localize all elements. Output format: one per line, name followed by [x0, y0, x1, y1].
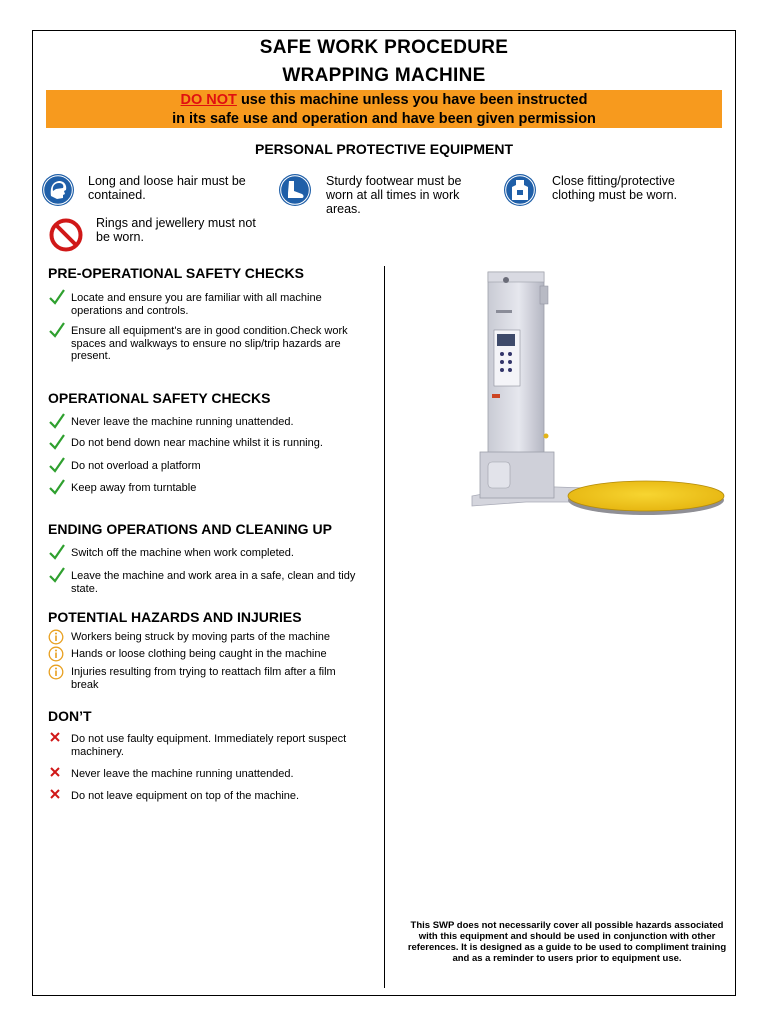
- protective-clothing-icon: [503, 173, 537, 207]
- hair-protection-icon: [41, 173, 75, 207]
- ppe-footwear-text: Sturdy footwear must be worn at all times in work areas.: [326, 174, 462, 216]
- cross-icon: [49, 730, 67, 748]
- warning-banner: [46, 90, 722, 128]
- document-title: SAFE WORK PROCEDURE: [259, 37, 509, 58]
- list-item-text: Do not leave equipment on top of the machine.: [71, 790, 300, 802]
- list-item-text: Do not overload a platform: [71, 460, 201, 472]
- pre-operational-heading: PRE-OPERATIONAL SAFETY CHECKS: [48, 265, 304, 281]
- list-item-text: Do not bend down near machine whilst it is running.: [71, 437, 323, 449]
- list-item-text: Locate and ensure you are familiar with all machine operations and controls.: [71, 292, 322, 317]
- ppe-jewellery-text: Rings and jewellery must not be worn.: [96, 216, 256, 244]
- warning-line-2: in its safe use and operation and have been given permission: [172, 110, 596, 127]
- list-item-text: Injuries resulting from trying to reattach film after a film break: [71, 666, 336, 691]
- checkmark-icon: [48, 543, 66, 561]
- info-icon: [48, 664, 66, 682]
- checkmark-icon: [48, 288, 66, 306]
- checkmark-icon: [48, 456, 66, 474]
- dont-heading: DON’T: [48, 708, 92, 724]
- checkmark-icon: [48, 566, 66, 584]
- no-jewellery-icon: [49, 218, 83, 252]
- operational-heading: OPERATIONAL SAFETY CHECKS: [48, 390, 271, 406]
- safety-footwear-icon: [278, 173, 312, 207]
- ending-operations-heading: ENDING OPERATIONS AND CLEANING UP: [48, 521, 332, 537]
- checkmark-icon: [48, 433, 66, 451]
- list-item-text: Workers being struck by moving parts of the machine: [71, 631, 331, 643]
- cross-icon: [49, 765, 67, 783]
- list-item-text: Do not use faulty equipment. Immediately report suspect machinery.: [71, 733, 347, 758]
- column-divider: [384, 266, 385, 988]
- disclaimer-text: This SWP does not necessarily cover all possible hazards associated with this equipment and should be used in conjunction with other references. It is designed as a guide to be used to compliment training and as a reminder to users prior to equipment use.: [407, 920, 727, 964]
- list-item-text: Never leave the machine running unattended.: [71, 768, 294, 780]
- ppe-hair-text: Long and loose hair must be contained.: [88, 174, 246, 202]
- do-not-text: DO NOT: [180, 92, 237, 108]
- list-item-text: Hands or loose clothing being caught in the machine: [71, 648, 327, 660]
- list-item-text: Leave the machine and work area in a safe, clean and tidy state.: [71, 570, 356, 595]
- warning-line-1: use this machine unless you have been instructed: [236, 92, 588, 108]
- potential-hazards-heading: POTENTIAL HAZARDS AND INJURIES: [48, 609, 302, 625]
- cross-icon: [49, 787, 67, 805]
- list-item-text: Never leave the machine running unattended.: [71, 416, 294, 428]
- ppe-heading: PERSONAL PROTECTIVE EQUIPMENT: [255, 141, 513, 157]
- machine-title: WRAPPING MACHINE: [282, 65, 486, 86]
- list-item-text: Switch off the machine when work completed.: [71, 547, 294, 559]
- wrapping-machine-image: [466, 266, 728, 526]
- list-item-text: Keep away from turntable: [71, 482, 197, 494]
- info-icon: [48, 629, 66, 647]
- info-icon: [48, 646, 66, 664]
- checkmark-icon: [48, 478, 66, 496]
- list-item-text: Ensure all equipment's are in good condition.Check work spaces and walkways to ensure no slip/trip hazards are present.: [71, 325, 348, 362]
- checkmark-icon: [48, 321, 66, 339]
- checkmark-icon: [48, 412, 66, 430]
- ppe-clothing-text: Close fitting/protective clothing must be worn.: [552, 174, 678, 202]
